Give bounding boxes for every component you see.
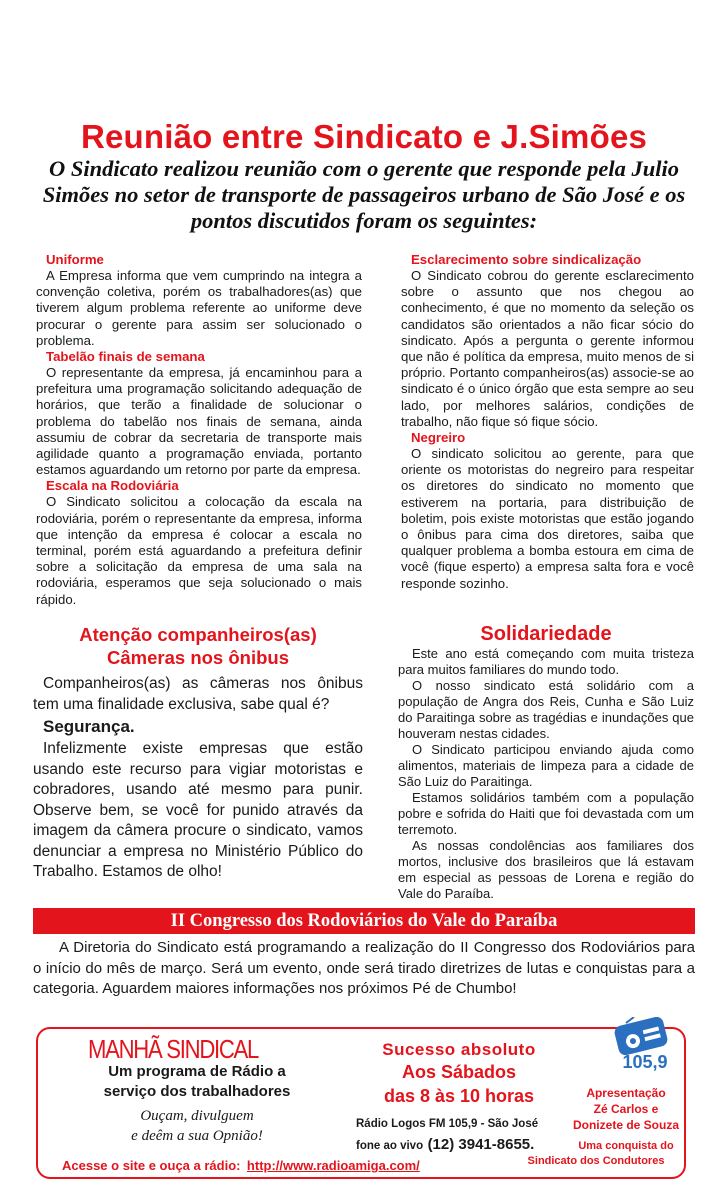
page-title: Reunião entre Sindicato e J.Simões <box>80 118 648 155</box>
radio-phone-row <box>356 1136 534 1154</box>
section-text-sindicalizacao: O Sindicato cobrou do gerente esclarecimento sobre o assunto que nos chegou ao conhecimento, é que no momento da seleção os candidatos são orientados a não ficar sócio do sindicato. Após a pergunta o gerente informou que não é política da empresa, muito menos de si próprio. Portanto companheiros(as) associe-se ao sindicato é o único órgão que esta sempre ao seu lado, por melhores salários, condições de trabalho, não fique só fique sócio. <box>401 268 694 429</box>
section-heading-sindicalizacao: Esclarecimento sobre sindicalização <box>411 252 642 267</box>
radio-script-2: e deêm a sua Opnião! <box>131 1128 263 1144</box>
cameras-intro: Companheiros(as) as câmeras nos ônibus tem uma finalidade exclusiva, sabe qual é? <box>33 675 363 713</box>
radio-site-label: Acesse o site e ouça a rádio: <box>62 1158 241 1173</box>
radio-site-link[interactable]: http://www.radioamiga.com/ <box>246 1158 420 1173</box>
solidariedade-heading: Solidariedade <box>480 623 612 645</box>
section-heading-tabelao: Tabelão finais de semana <box>46 349 205 365</box>
radio-script-1: Ouçam, divulguem <box>140 1108 254 1124</box>
radio-presenters-3: Donizete de Souza <box>572 1118 679 1132</box>
radio-conquest-1: Uma conquista do <box>578 1140 674 1152</box>
radio-conquest-2: Sindicato dos Condutores <box>527 1155 665 1167</box>
solidariedade-section <box>398 623 694 902</box>
radio-success: Sucesso absoluto <box>382 1040 536 1059</box>
solidariedade-paragraph: As nossas condolências aos familiares dos mortos, inclusive dos brasileiros que lá estavam em especial as pessoas de Lorena e região do Vale do Paraíba. <box>398 838 694 901</box>
right-column <box>401 252 694 592</box>
section-text-negreiro: O sindicato solicitou ao gerente, para que oriente os motoristas do negreiro para respeitar os diretores do sindicato no momento que estiverem na portaria, para distribuição de boletim, pois existe motoristas que estão jogando o ônibus para cima dos diretores, saiba que qualquer problema a bomba estoura em cima de você (fique esperto) a empresa salta fora e você responde sozinho. <box>401 446 694 591</box>
cameras-text: Infelizmente existe empresas que estão usando este recurso para vigiar motoristas e cobradores, usando até mesmo para punir. Observe bem, se você for punido através da imagem da câmera procure o sindicato, vamos denunciar a empresa no Ministério Público do Trabalho. Estamos de olho! <box>33 740 363 880</box>
radio-phone-label: fone ao vivo <box>356 1140 424 1152</box>
radio-presenters-2: Zé Carlos e <box>593 1102 659 1116</box>
solidariedade-paragraph: Este ano está começando com muita tristeza para muitos familiares do mundo todo. <box>398 646 694 677</box>
radio-logo: MANHÃ SINDICAL <box>88 1034 259 1064</box>
section-text-tabelao: O representante da empresa, já encaminhou para a prefeitura uma programação solicitando adequação de horários, que terão a finalidade de solucionar o problema do tabelão nos finais de semana, ainda assumiu de cobrar da secretaria de transporte mais agilidade quanto a programação enviada, portanto estamos aguardando um retorno por parte da empresa. <box>36 365 362 478</box>
radio-days-2: das 8 às 10 horas <box>383 1086 535 1106</box>
congresso-text: A Diretoria do Sindicato está programando a realização do II Congresso dos Rodoviários para o início do mês de março. Será um evento, onde será tirado diretrizes de lutas e conquistas para a categoria. Aguardem maiores informações nos próximos Pé de Chumbo! <box>33 939 695 997</box>
radio-presenters-1: Apresentação <box>586 1086 666 1100</box>
congresso-banner: II Congresso dos Rodoviários do Vale do Paraíba <box>33 908 695 934</box>
left-column <box>36 252 362 608</box>
section-heading-negreiro: Negreiro <box>411 430 466 446</box>
radio-site-row <box>62 1157 420 1175</box>
radio-frequency: 105,9 <box>622 1052 668 1072</box>
section-heading-uniforme: Uniforme <box>46 252 104 267</box>
section-text-uniforme: A Empresa informa que vem cumprindo na integra a convenção coletiva, porém os trabalhadores(as) que tiverem algum problema referente ao uniforme deve procurar o gerente para assim ser solucionado o problema. <box>36 268 362 348</box>
radio-station: Rádio Logos FM 105,9 - São José <box>356 1118 539 1130</box>
section-text-escala: O Sindicato solicitou a colocação da escala na rodoviária, porém o representante da empresa, informa que intenção da empresa é colocar a escala no terminal, porém está aguardando a prefeitura definir sobre a solicitação da empresa de uma sala na rodoviária, esperamos que seja solucionado o mais rápido. <box>36 494 362 607</box>
radio-days-1: Aos Sábados <box>401 1062 517 1082</box>
solidariedade-paragraph: O nosso sindicato está solidário com a população de Angra dos Reis, Cunha e São Luiz do Paraitinga sobre as tragédias e inundações que houveram nestas cidades. <box>398 678 694 741</box>
radio-tagline-1: Um programa de Rádio a <box>108 1063 286 1080</box>
cameras-heading-1: Atenção companheiros(as) <box>79 624 317 645</box>
solidariedade-paragraph: O Sindicato participou enviando ajuda como alimentos, materiais de limpeza para a cidade de São Luiz do Paraitinga. <box>398 742 694 789</box>
cameras-subheading: Segurança. <box>43 717 135 736</box>
solidariedade-paragraph: Estamos solidários também com a população pobre e sofrida do Haiti que foi devastada com um terremoto. <box>398 790 694 837</box>
cameras-heading-2: Câmeras nos ônibus <box>107 647 289 668</box>
cameras-section <box>33 623 363 883</box>
section-heading-escala: Escala na Rodoviária <box>46 478 179 494</box>
page-subtitle: O Sindicato realizou reunião com o gerente que responde pela Julio Simões no setor de transporte de passageiros urbano de São José e os pontos discutidos foram os seguintes: <box>42 156 686 233</box>
radio-phone: (12) 3941-8655. <box>427 1136 535 1153</box>
radio-tagline-2: serviço dos trabalhadores <box>103 1083 291 1100</box>
